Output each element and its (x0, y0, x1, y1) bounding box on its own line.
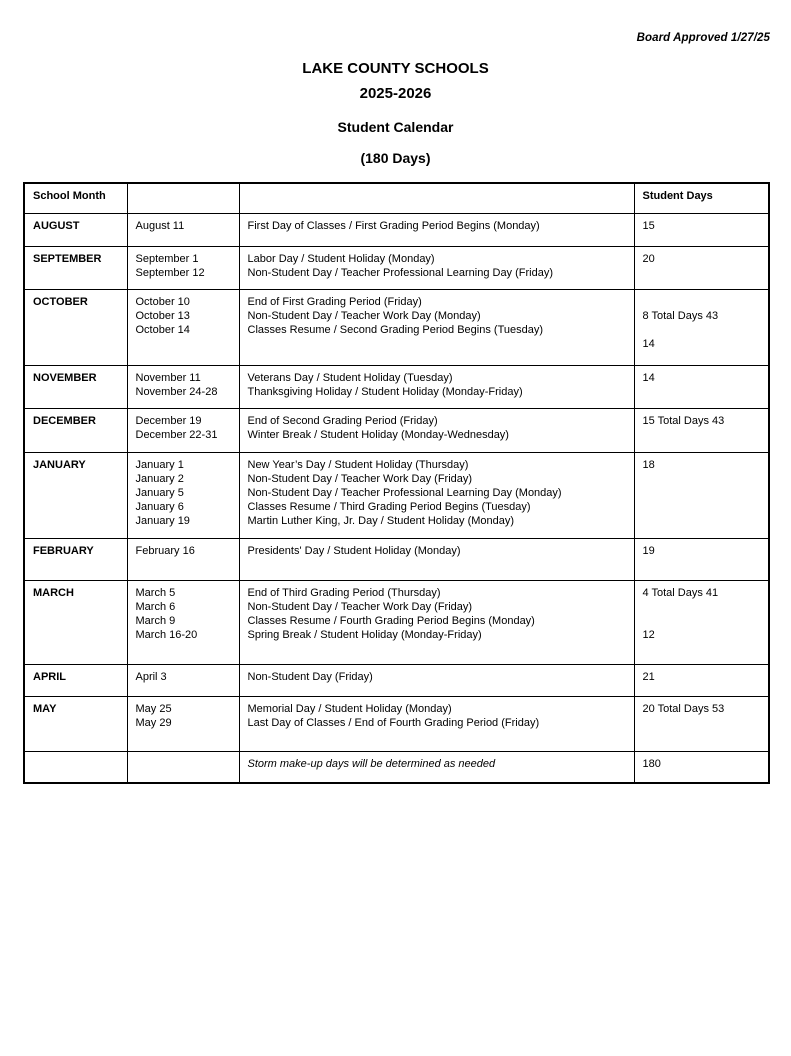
student-days-line: 20 (642, 252, 655, 265)
student-days-cell (634, 289, 769, 365)
dates-cell (127, 664, 239, 696)
student-days-line (643, 600, 763, 614)
events-cell (239, 751, 634, 783)
event-line: Non-Student Day (Friday) (247, 670, 373, 683)
table-row (24, 365, 769, 408)
events-cell (239, 664, 634, 696)
date-line: February 16 (135, 544, 195, 557)
dates-cell (127, 246, 239, 289)
table-row (24, 538, 769, 580)
table-row (24, 664, 769, 696)
page-title: LAKE COUNTY SCHOOLS (302, 60, 489, 77)
student-days-cell (634, 580, 769, 664)
school-year: 2025-2026 (359, 85, 432, 102)
events-cell (239, 246, 634, 289)
month-cell: NOVEMBER (24, 365, 127, 408)
column-header-school-month: School Month (24, 183, 127, 213)
event-line: Non-Student Day / Teacher Professional Learning Day (Friday) (247, 266, 554, 279)
table-row (24, 751, 769, 783)
month-cell (24, 751, 127, 783)
event-line: Presidents' Day / Student Holiday (Monday) (247, 544, 461, 557)
event-line: Non-Student Day / Teacher Professional Learning Day (Monday) (247, 486, 562, 499)
table-header-row (24, 183, 769, 213)
event-line: Memorial Day / Student Holiday (Monday) (247, 702, 452, 715)
event-line: Storm make-up days will be determined as needed (247, 757, 496, 770)
event-line: Non-Student Day / Teacher Work Day (Friday) (247, 472, 473, 485)
student-days-cell (634, 246, 769, 289)
event-line: Classes Resume / Fourth Grading Period Begins (Monday) (247, 614, 535, 627)
event-line: Classes Resume / Third Grading Period Begins (Tuesday) (247, 500, 531, 513)
date-line: October 10 (135, 295, 190, 308)
date-line: March 5 (135, 586, 176, 599)
month-cell: OCTOBER (24, 289, 127, 365)
event-line: Last Day of Classes / End of Fourth Grading Period (Friday) (247, 716, 540, 729)
student-days-line: 14 (642, 337, 655, 350)
student-days-line: 14 (642, 371, 655, 384)
table-row (24, 408, 769, 452)
student-days-line: 20 Total Days 53 (642, 702, 725, 715)
month-cell: SEPTEMBER (24, 246, 127, 289)
date-line: September 12 (135, 266, 205, 279)
date-line: January 5 (135, 486, 184, 499)
student-days-cell (634, 213, 769, 246)
event-line: Winter Break / Student Holiday (Monday-Wednesday) (247, 428, 509, 441)
student-days-cell (634, 696, 769, 751)
date-line: August 11 (135, 219, 185, 232)
table-row (24, 213, 769, 246)
calendar-table (23, 182, 770, 784)
student-days-line: 4 Total Days 41 (642, 586, 719, 599)
student-days-cell (634, 408, 769, 452)
board-approved-note: Board Approved 1/27/25 (636, 32, 770, 44)
events-cell (239, 696, 634, 751)
date-line: December 22-31 (135, 428, 218, 441)
column-header-events (239, 183, 634, 213)
date-line: May 25 (135, 702, 172, 715)
dates-cell (127, 213, 239, 246)
events-cell (239, 365, 634, 408)
date-line: March 16-20 (135, 628, 198, 641)
events-cell (239, 289, 634, 365)
date-line: January 19 (135, 514, 190, 527)
date-line: March 6 (135, 600, 176, 613)
month-cell: APRIL (24, 664, 127, 696)
student-days-line: 8 Total Days 43 (642, 309, 719, 322)
event-line: Veterans Day / Student Holiday (Tuesday) (247, 371, 453, 384)
dates-cell (127, 538, 239, 580)
subtitle-total-days: (180 Days) (360, 150, 431, 166)
document-page (0, 32, 791, 784)
column-header-student-days: Student Days (634, 183, 769, 213)
student-days-cell (634, 452, 769, 538)
dates-cell (127, 452, 239, 538)
dates-cell (127, 751, 239, 783)
month-cell: MAY (24, 696, 127, 751)
student-days-line: 21 (642, 670, 655, 683)
month-cell: JANUARY (24, 452, 127, 538)
column-header-dates (127, 183, 239, 213)
event-line: New Year’s Day / Student Holiday (Thursday) (247, 458, 469, 471)
event-line: Thanksgiving Holiday / Student Holiday (Monday-Friday) (247, 385, 523, 398)
student-days-cell (634, 751, 769, 783)
student-days-line: 180 (642, 757, 661, 770)
title-block (0, 60, 791, 166)
table-row (24, 452, 769, 538)
event-line: First Day of Classes / First Grading Period Begins (Monday) (247, 219, 540, 232)
events-cell (239, 452, 634, 538)
date-line: December 19 (135, 414, 202, 427)
student-days-line (643, 323, 763, 337)
student-days-cell (634, 538, 769, 580)
event-line: Spring Break / Student Holiday (Monday-Friday) (247, 628, 482, 641)
date-line: January 6 (135, 500, 184, 513)
month-cell: FEBRUARY (24, 538, 127, 580)
table-row (24, 289, 769, 365)
table-row (24, 696, 769, 751)
dates-cell (127, 408, 239, 452)
event-line: End of Third Grading Period (Thursday) (247, 586, 441, 599)
date-line: January 1 (135, 458, 184, 471)
student-days-line (643, 295, 763, 309)
month-cell: MARCH (24, 580, 127, 664)
dates-cell (127, 580, 239, 664)
student-days-line (643, 614, 763, 628)
date-line: May 29 (135, 716, 172, 729)
dates-cell (127, 365, 239, 408)
dates-cell (127, 289, 239, 365)
student-days-cell (634, 365, 769, 408)
event-line: Labor Day / Student Holiday (Monday) (247, 252, 435, 265)
date-line: November 11 (135, 371, 201, 384)
student-days-line: 18 (642, 458, 655, 471)
student-days-line: 12 (642, 628, 655, 641)
event-line: End of First Grading Period (Friday) (247, 295, 422, 308)
month-cell: AUGUST (24, 213, 127, 246)
subtitle-student-calendar: Student Calendar (337, 119, 454, 135)
event-line: Classes Resume / Second Grading Period Begins (Tuesday) (247, 323, 544, 336)
date-line: October 13 (135, 309, 190, 322)
events-cell (239, 580, 634, 664)
date-line: March 9 (135, 614, 176, 627)
date-line: January 2 (135, 472, 184, 485)
event-line: Non-Student Day / Teacher Work Day (Monday) (247, 309, 481, 322)
student-days-line: 19 (642, 544, 655, 557)
event-line: Non-Student Day / Teacher Work Day (Friday) (247, 600, 473, 613)
date-line: September 1 (135, 252, 199, 265)
table-row (24, 580, 769, 664)
date-line: November 24-28 (135, 385, 218, 398)
event-line: End of Second Grading Period (Friday) (247, 414, 438, 427)
date-line: October 14 (135, 323, 190, 336)
event-line: Martin Luther King, Jr. Day / Student Holiday (Monday) (247, 514, 515, 527)
date-line: April 3 (135, 670, 167, 683)
student-days-cell (634, 664, 769, 696)
dates-cell (127, 696, 239, 751)
student-days-line: 15 Total Days 43 (642, 414, 725, 427)
table-row (24, 246, 769, 289)
events-cell (239, 408, 634, 452)
month-cell: DECEMBER (24, 408, 127, 452)
events-cell (239, 538, 634, 580)
events-cell (239, 213, 634, 246)
student-days-line: 15 (642, 219, 655, 232)
